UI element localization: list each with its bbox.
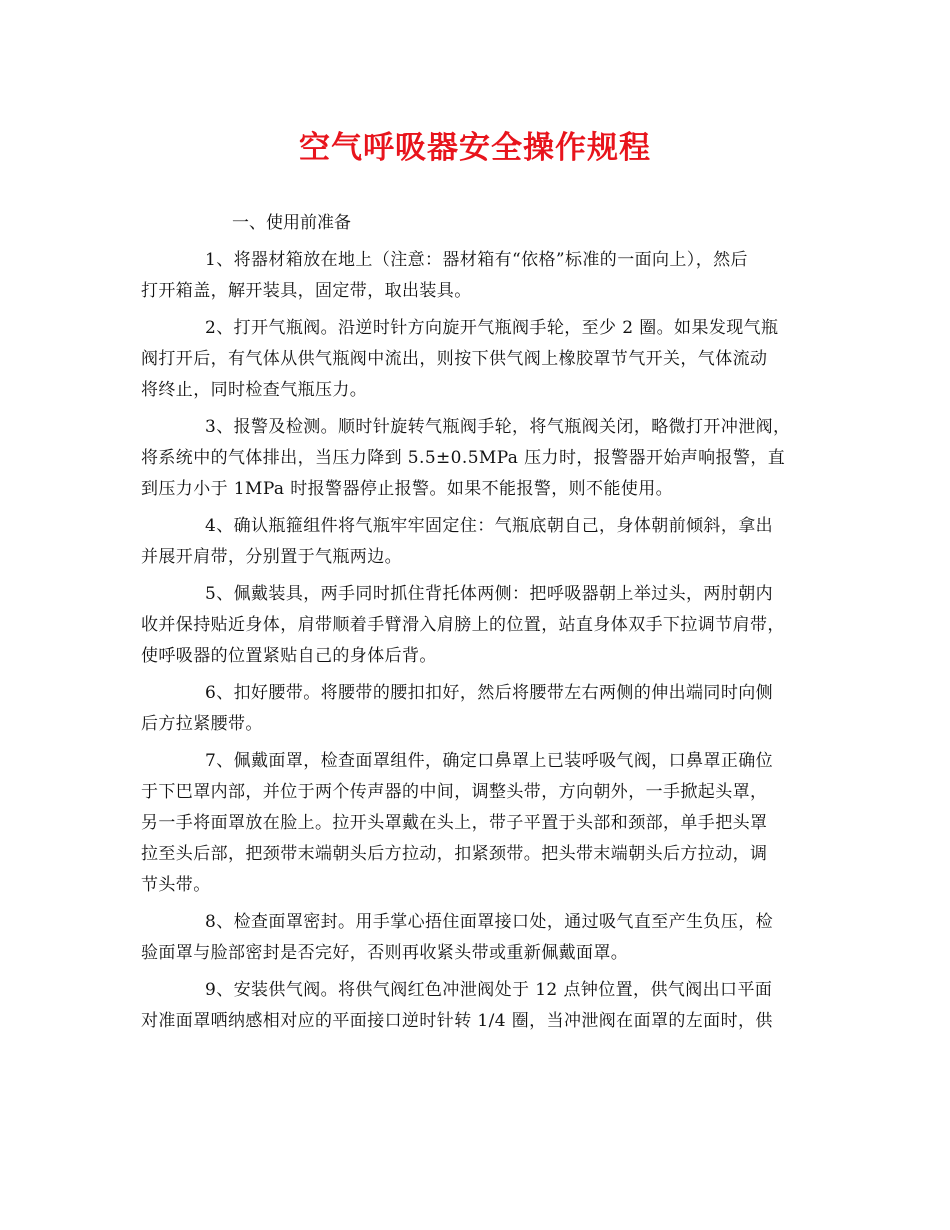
paragraph-6 xyxy=(141,678,823,740)
paragraph-line: 验面罩与脸部密封是否完好，否则再收紧头带或重新佩戴面罩。 xyxy=(141,943,629,963)
paragraph-line: 收并保持贴近身体，肩带顺着手臂滑入肩膀上的位置，站直身体双手下拉调节肩带， xyxy=(141,615,785,635)
paragraph-line: 8、检查面罩密封。用手掌心捂住面罩接口处，通过吸气直至产生负压，检 xyxy=(205,912,774,932)
section-heading: 一、使用前准备 xyxy=(232,213,351,233)
paragraph-list xyxy=(141,245,823,1043)
paragraph-line: 后方拉紧腰带。 xyxy=(141,714,263,734)
paragraph-line: 7、佩戴面罩，检查面罩组件，确定口鼻罩上已装呼吸气阀，口鼻罩正确位 xyxy=(205,751,774,771)
paragraph-8 xyxy=(141,907,823,969)
paragraph-line: 拉至头后部，把颈带末端朝头后方拉动，扣紧颈带。把头带末端朝头后方拉动，调 xyxy=(141,844,768,864)
paragraph-line: 将系统中的气体排出，当压力降到 5.5±0.5MPa 压力时，报警器开始声响报警，直 xyxy=(141,448,786,468)
paragraph-line: 另一手将面罩放在脸上。拉开头罩戴在头上，带子平置于头部和颈部，单手把头罩 xyxy=(141,813,768,833)
paragraph-line: 于下巴罩内部，并位于两个传声器的中间，调整头带，方向朝外，一手掀起头罩， xyxy=(141,782,768,802)
paragraph-line: 并展开肩带，分别置于气瓶两边。 xyxy=(141,547,402,567)
paragraph-line: 3、报警及检测。顺时针旋转气瓶阀手轮，将气瓶阀关闭，略微打开冲泄阀， xyxy=(205,417,791,437)
paragraph-line: 2、打开气瓶阀。沿逆时针方向旋开气瓶阀手轮，至少 2 圈。如果发现气瓶 xyxy=(205,318,779,338)
paragraph-4 xyxy=(141,511,823,573)
paragraph-9 xyxy=(141,975,823,1037)
paragraph-1 xyxy=(141,245,823,307)
paragraph-line: 对准面罩哂纳感相对应的平面接口逆时针转 1/4 圈，当冲泄阀在面罩的左面时，供 xyxy=(141,1011,773,1031)
paragraph-line: 将终止，同时检查气瓶压力。 xyxy=(141,380,368,400)
document-body xyxy=(141,208,823,1043)
document-title: 空气呼吸器安全操作规程 xyxy=(299,130,651,166)
paragraph-5 xyxy=(141,579,823,672)
paragraph-line: 1、将器材箱放在地上（注意：器材箱有“依格”标准的一面向上），然后 xyxy=(205,250,748,270)
paragraph-line: 使呼吸器的位置紧贴自己的身体后背。 xyxy=(141,646,437,666)
paragraph-2 xyxy=(141,313,823,406)
paragraph-line: 6、扣好腰带。将腰带的腰扣扣好，然后将腰带左右两侧的伸出端同时向侧 xyxy=(205,683,774,703)
paragraph-line: 到压力小于 1MPa 时报警器停止报警。如果不能报警，则不能使用。 xyxy=(141,479,674,499)
paragraph-3 xyxy=(141,412,823,505)
paragraph-line: 5、佩戴装具，两手同时抓住背托体两侧：把呼吸器朝上举过头，两肘朝内 xyxy=(205,584,774,604)
paragraph-line: 打开箱盖，解开装具，固定带，取出装具。 xyxy=(141,281,472,301)
paragraph-7 xyxy=(141,746,823,901)
paragraph-line: 节头带。 xyxy=(141,875,211,895)
paragraph-line: 阀打开后，有气体从供气瓶阀中流出，则按下供气阀上橡胶罩节气开关，气体流动 xyxy=(141,349,768,369)
paragraph-line: 9、安装供气阀。将供气阀红色冲泄阀处于 12 点钟位置，供气阀出口平面 xyxy=(205,980,773,1000)
paragraph-line: 4、确认瓶箍组件将气瓶牢牢固定住：气瓶底朝自己，身体朝前倾斜，拿出 xyxy=(205,516,774,536)
